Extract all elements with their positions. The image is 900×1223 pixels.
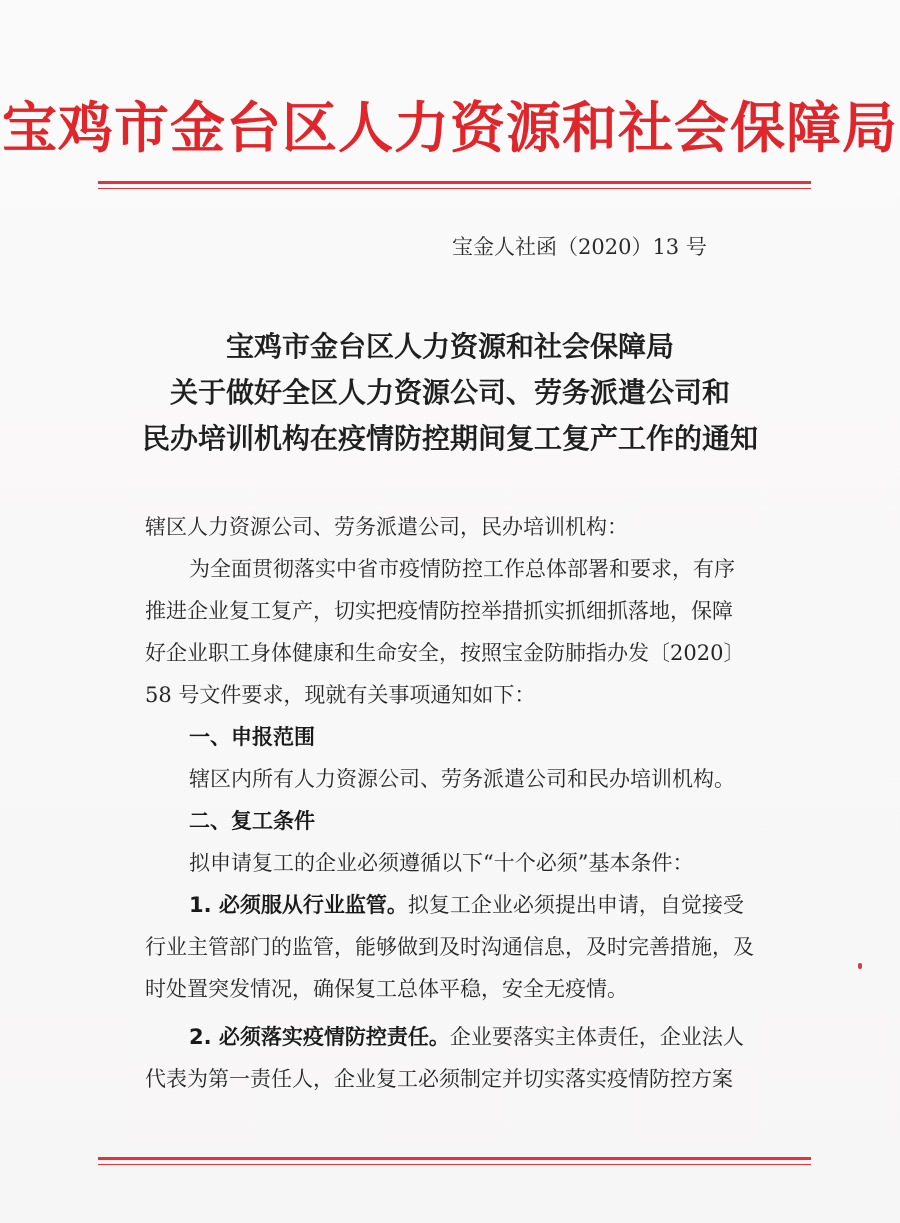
salutation: 辖区人力资源公司、劳务派遣公司，民办培训机构： xyxy=(145,515,628,539)
page-speck xyxy=(858,963,862,969)
condition-item-2 xyxy=(145,1016,785,1058)
intro-line: 推进企业复工复产，切实把疫情防控举措抓实抓细抓落地，保障 xyxy=(145,599,733,623)
notice-title-line: 宝鸡市金台区人力资源和社会保障局 xyxy=(225,330,674,363)
notice-title-line: 民办培训机构在疫情防控期间复工复产工作的通知 xyxy=(141,422,758,455)
section-heading-conditions: 二、复工条件 xyxy=(189,809,315,833)
condition-item-1-title: 1. 必须服从行业监管。 xyxy=(189,893,408,917)
footer-red-rule-thin xyxy=(98,1164,811,1165)
notice-title-line: 关于做好全区人力资源公司、劳务派遣公司和 xyxy=(169,376,730,409)
section-text-scope: 辖区内所有人力资源公司、劳务派遣公司和民办培训机构。 xyxy=(189,767,735,791)
intro-line: 好企业职工身体健康和生命安全，按照宝金防肺指办发〔2020〕 xyxy=(145,641,745,665)
section-intro-conditions: 拟申请复工的企业必须遵循以下“十个必须”基本条件： xyxy=(189,851,694,875)
condition-item-1-line: 行业主管部门的监管，能够做到及时沟通信息，及时完善措施，及 xyxy=(145,935,754,959)
condition-item-2-title: 2. 必须落实疫情防控责任。 xyxy=(189,1025,450,1049)
notice-body xyxy=(145,506,785,1100)
intro-line: 58 号文件要求，现就有关事项通知如下： xyxy=(145,683,536,707)
agency-header-title: 宝鸡市金台区人力资源和社会保障局 xyxy=(1,95,898,160)
document-number: 宝金人社函（2020）13 号 xyxy=(452,235,707,259)
condition-item-2-text: 企业要落实主体责任，企业法人 xyxy=(449,1025,744,1049)
condition-item-1 xyxy=(145,884,785,926)
intro-line: 为全面贯彻落实中省市疫情防控工作总体部署和要求，有序 xyxy=(189,557,735,581)
condition-item-2-line: 代表为第一责任人，企业复工必须制定并切实落实疫情防控方案 xyxy=(145,1067,733,1091)
section-heading-scope: 一、申报范围 xyxy=(189,725,315,749)
condition-item-1-line: 时处置突发情况，确保复工总体平稳，安全无疫情。 xyxy=(145,977,628,1001)
notice-title xyxy=(0,324,900,462)
footer-red-rule xyxy=(98,1157,811,1160)
header-red-rule xyxy=(98,181,811,184)
header-red-rule-thin xyxy=(98,188,811,189)
condition-item-1-text: 拟复工企业必须提出申请，自觉接受 xyxy=(407,893,744,917)
